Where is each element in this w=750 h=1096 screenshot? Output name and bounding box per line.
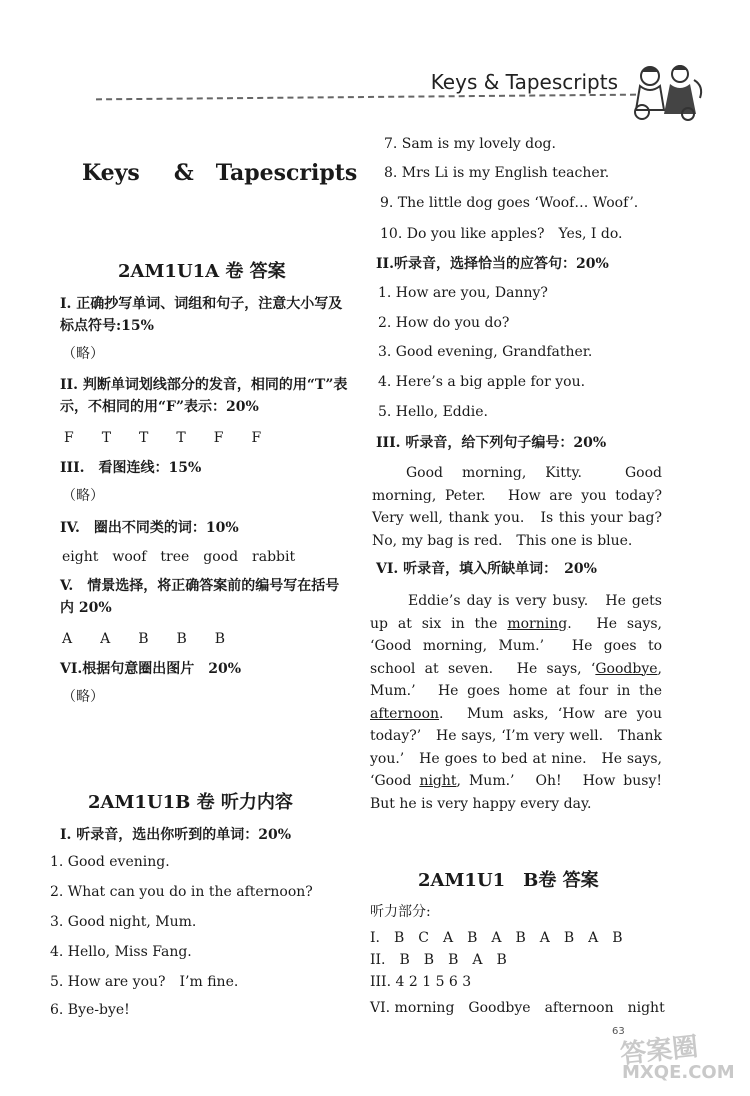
list-item: 9. The little dog goes ‘Woof… Woof’. <box>380 195 639 211</box>
list-item: 5. How are you? I’m fine. <box>50 974 239 990</box>
p2-text: Eddie’s day is very busy. He gets up at six in the <box>370 593 662 632</box>
s1-question-3: III. 看图连线：15% <box>60 460 202 476</box>
list-item: 8. Mrs Li is my English teacher. <box>384 165 610 181</box>
list-item: 4. Hello, Miss Fang. <box>50 944 192 960</box>
s1-answer-5: A A B B B <box>62 631 226 647</box>
watermark-url: MXQE.COM <box>622 1062 735 1083</box>
list-item: 3. Good night, Mum. <box>50 914 197 930</box>
s1-question-2: II. 判断单词划线部分的发音，相同的用“T”表示，不相同的用“F”表示：20% <box>60 377 348 415</box>
s1-answer-6: （略） <box>62 689 104 705</box>
main-title <box>82 160 357 186</box>
kids-illustration-icon <box>628 62 708 124</box>
r-question-3: III. 听录音，给下列句子编号：20% <box>376 435 607 451</box>
listening-part-label: 听力部分: <box>370 904 431 920</box>
list-item: 1. How are you, Danny? <box>378 285 548 301</box>
page-number: 63 <box>612 1026 625 1037</box>
answer-line-1: I. B C A B A B A B A B <box>370 930 623 946</box>
blank-answer-4: night <box>419 773 457 789</box>
main-title-word-3: Tapescripts <box>215 160 358 186</box>
section-title-2am1u1-b-answers: 2AM1U1 B卷 答案 <box>418 870 599 891</box>
list-item: 3. Good evening, Grandfather. <box>378 344 593 360</box>
p2-text: . He says, ‘Good morning, Mum.’ He goes to school at seven. He says, ‘ <box>370 615 662 677</box>
list-item: 1. Good evening. <box>50 854 170 870</box>
s1-question-6: VI.根据句意圈出图片 20% <box>60 661 242 677</box>
list-item: 7. Sam is my lovely dog. <box>384 136 556 152</box>
s1-question-5: V. 情景选择，将正确答案前的编号写在括号内 20% <box>60 578 340 616</box>
r-paragraph-2 <box>370 590 676 815</box>
answer-line-2: II. B B B A B <box>370 952 507 968</box>
r-question-2: II.听录音，选择恰当的应答句：20% <box>376 256 609 272</box>
answer-line-3: III. 4 2 1 5 6 3 <box>370 974 472 990</box>
p2-text: , Mum.’ He goes home at four in the <box>370 660 662 699</box>
r-paragraph-1: Good morning, Kitty. Good morning, Peter. How are you today? Very well, thank you. Is this your bag? No, my bag is red. This one is blue. <box>372 465 676 549</box>
p2-text: . Mum asks, ‘How are you today?’ He says, ‘I’m very well. Thank you.’ He goes to bed at nine. He says, ‘Good <box>370 705 662 789</box>
p2-text: , Mum.’ Oh! How busy! But he is very happy every day. <box>370 773 676 812</box>
list-item: 5. Hello, Eddie. <box>378 404 488 420</box>
r-question-6: VI. 听录音，填入所缺单词： 20% <box>376 561 597 577</box>
header-title: Keys & Tapescripts <box>430 70 618 94</box>
list-item: 4. Here’s a big apple for you. <box>378 374 586 390</box>
header-divider <box>96 94 636 101</box>
main-title-word-1: Keys <box>82 160 140 186</box>
list-item: 2. How do you do? <box>378 315 510 331</box>
answer-line-4: VI. morning Goodbye afternoon night <box>370 1000 665 1016</box>
s1-question-4: IV. 圈出不同类的词：10% <box>60 520 239 536</box>
s1-question-1: I. 正确抄写单词、词组和句子，注意大小写及标点符号:15% <box>60 296 343 334</box>
s1-answer-1: （略） <box>62 346 104 362</box>
s1-answer-4: eight woof tree good rabbit <box>62 549 296 565</box>
watermark-logo: 答案圈 <box>618 1031 700 1070</box>
s1-answer-3: （略） <box>62 488 104 504</box>
main-title-word-2: & <box>173 160 194 186</box>
s1-answer-2: F T T T F F <box>64 430 262 446</box>
list-item: 6. Bye-bye! <box>50 1002 130 1018</box>
blank-answer-2: Goodbye <box>595 660 658 677</box>
s2-question-1: I. 听录音，选出你听到的单词：20% <box>60 827 292 843</box>
section-title-2am1u1a: 2AM1U1A 卷 答案 <box>118 261 286 282</box>
section-title-2am1u1b: 2AM1U1B 卷 听力内容 <box>88 792 293 813</box>
blank-answer-1: morning <box>507 615 568 632</box>
blank-answer-3: afternoon <box>370 705 440 722</box>
list-item: 10. Do you like apples? Yes, I do. <box>380 226 623 242</box>
list-item: 2. What can you do in the afternoon? <box>50 884 313 900</box>
